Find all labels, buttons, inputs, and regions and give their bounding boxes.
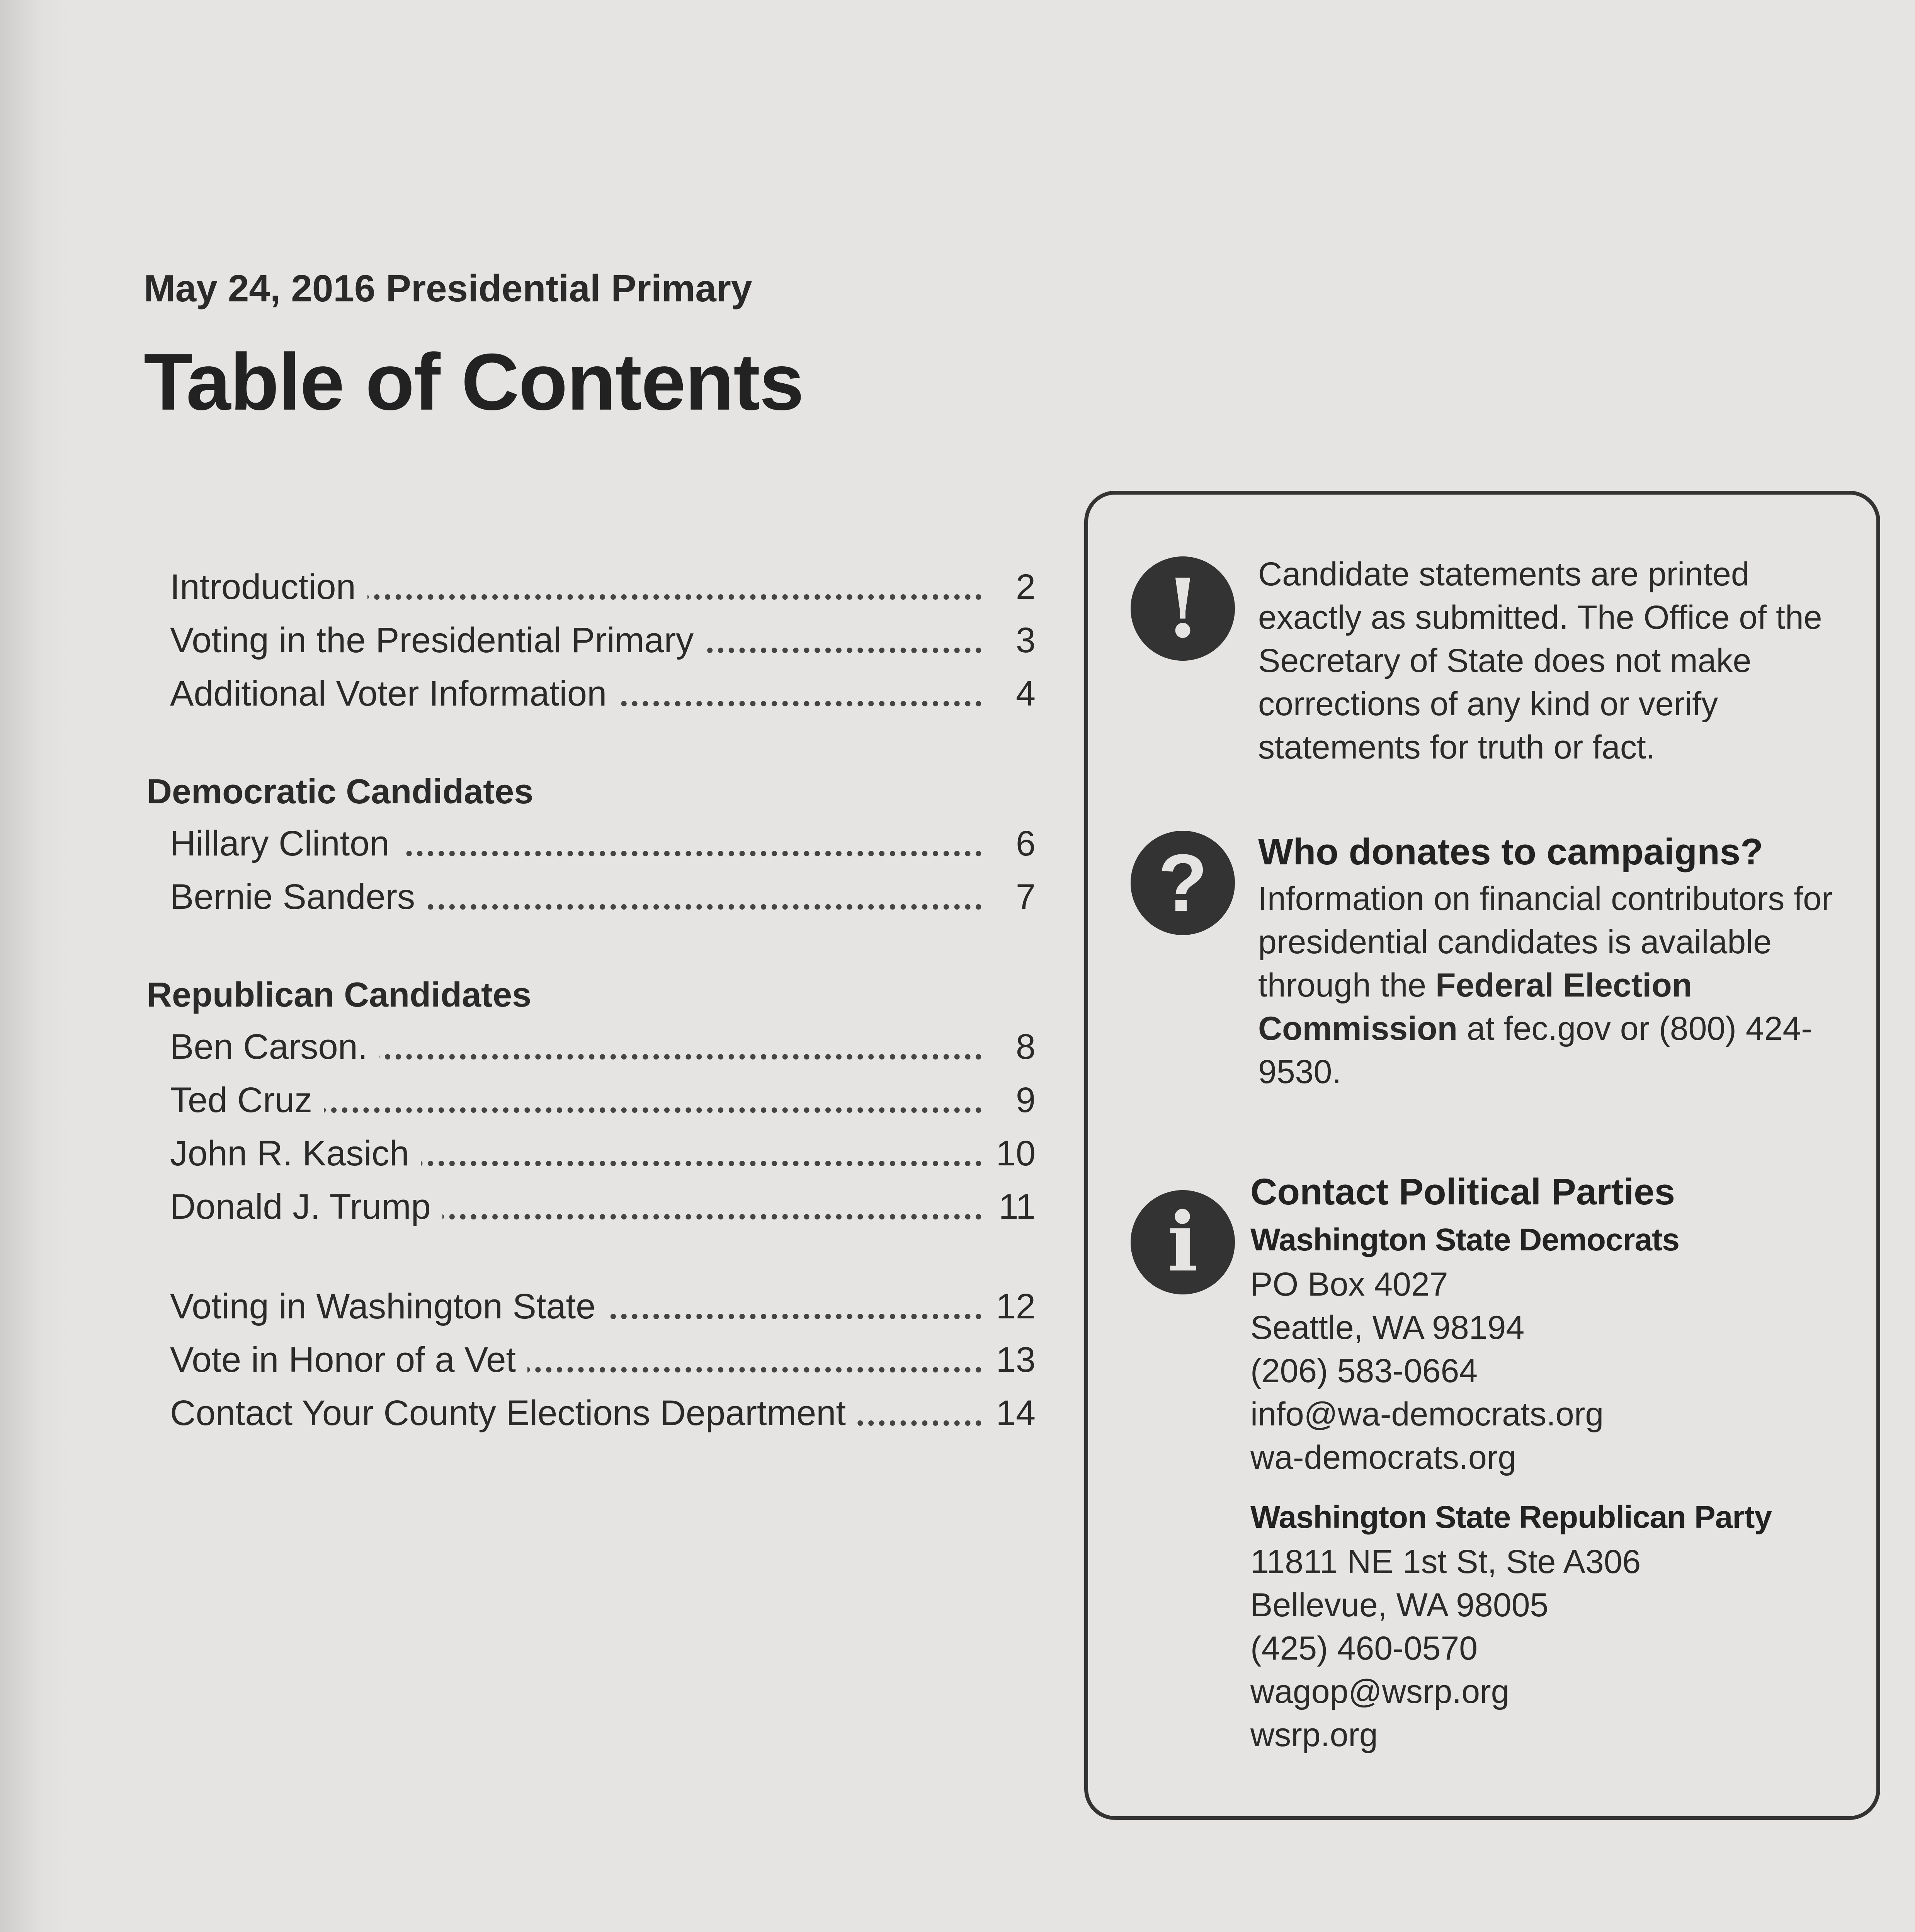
toc-general-section xyxy=(147,560,1036,720)
toc-entry[interactable]: Bernie Sanders 7 xyxy=(147,870,1036,923)
party-name-republicans: Washington State Republican Party xyxy=(1250,1500,1772,1535)
address-line: Seattle, WA 98194 xyxy=(1250,1309,1525,1346)
toc-entry[interactable]: John R. Kasich 10 xyxy=(147,1127,1036,1180)
website-link[interactable]: wsrp.org xyxy=(1250,1716,1378,1753)
donations-section xyxy=(1258,827,1838,1094)
page-title: Table of Contents xyxy=(144,337,803,427)
toc-entry[interactable]: Voting in Washington State 12 xyxy=(147,1280,1036,1333)
toc-republican-section xyxy=(147,970,1036,1233)
address-line: 11811 NE 1st St, Ste A306 xyxy=(1250,1543,1641,1580)
toc-entry[interactable]: Donald J. Trump 11 xyxy=(147,1180,1036,1233)
toc-entry[interactable]: Ted Cruz 9 xyxy=(147,1073,1036,1127)
info-icon: i xyxy=(1131,1190,1235,1294)
contacts-heading: Contact Political Parties xyxy=(1250,1171,1675,1213)
website-link[interactable]: wa-democrats.org xyxy=(1250,1439,1517,1476)
toc-entry[interactable]: Contact Your County Elections Department 14 xyxy=(147,1386,1036,1440)
toc-section-heading: Republican Candidates xyxy=(147,976,532,1014)
info-sidebar-box xyxy=(1084,491,1880,1820)
election-subtitle: May 24, 2016 Presidential Primary xyxy=(144,267,752,310)
phone-number: (425) 460-0570 xyxy=(1250,1630,1478,1667)
toc-democratic-section xyxy=(147,767,1036,923)
donations-text: Information on financial contributors for presidential candidates is available through the Federal Election Commission at fec.gov or (800) 424-9530. xyxy=(1258,880,1833,1090)
page-spine-shadow xyxy=(0,0,70,1932)
candidate-statement-notice: Candidate statements are printed exactly as submitted. The Office of the Secretary of State does not make corrections of any kind or verify statements for truth or fact. xyxy=(1258,556,1822,766)
party-name-democrats: Washington State Democrats xyxy=(1250,1222,1680,1257)
address-line: PO Box 4027 xyxy=(1250,1266,1448,1303)
donations-heading: Who donates to campaigns? xyxy=(1258,831,1763,872)
toc-entry[interactable]: Hillary Clinton 6 xyxy=(147,817,1036,870)
exclamation-icon: ! xyxy=(1131,556,1235,661)
phone-number: (206) 583-0664 xyxy=(1250,1352,1478,1389)
toc-entry[interactable]: Vote in Honor of a Vet 13 xyxy=(147,1333,1036,1386)
contact-parties-section xyxy=(1250,1167,1838,1757)
email-address[interactable]: wagop@wsrp.org xyxy=(1250,1673,1510,1710)
table-of-contents xyxy=(147,560,1036,1486)
toc-section-heading: Democratic Candidates xyxy=(147,772,534,811)
question-icon: ? xyxy=(1131,831,1235,935)
address-line: Bellevue, WA 98005 xyxy=(1250,1587,1549,1624)
toc-other-section xyxy=(147,1280,1036,1440)
toc-entry[interactable]: Ben Carson. 8 xyxy=(147,1020,1036,1073)
toc-entry[interactable]: Introduction 2 xyxy=(147,560,1036,614)
email-address[interactable]: info@wa-democrats.org xyxy=(1250,1396,1604,1433)
toc-entry[interactable]: Voting in the Presidential Primary 3 xyxy=(147,614,1036,667)
toc-entry[interactable]: Additional Voter Information 4 xyxy=(147,667,1036,720)
fec-name: Federal Election Commission xyxy=(1258,967,1692,1047)
